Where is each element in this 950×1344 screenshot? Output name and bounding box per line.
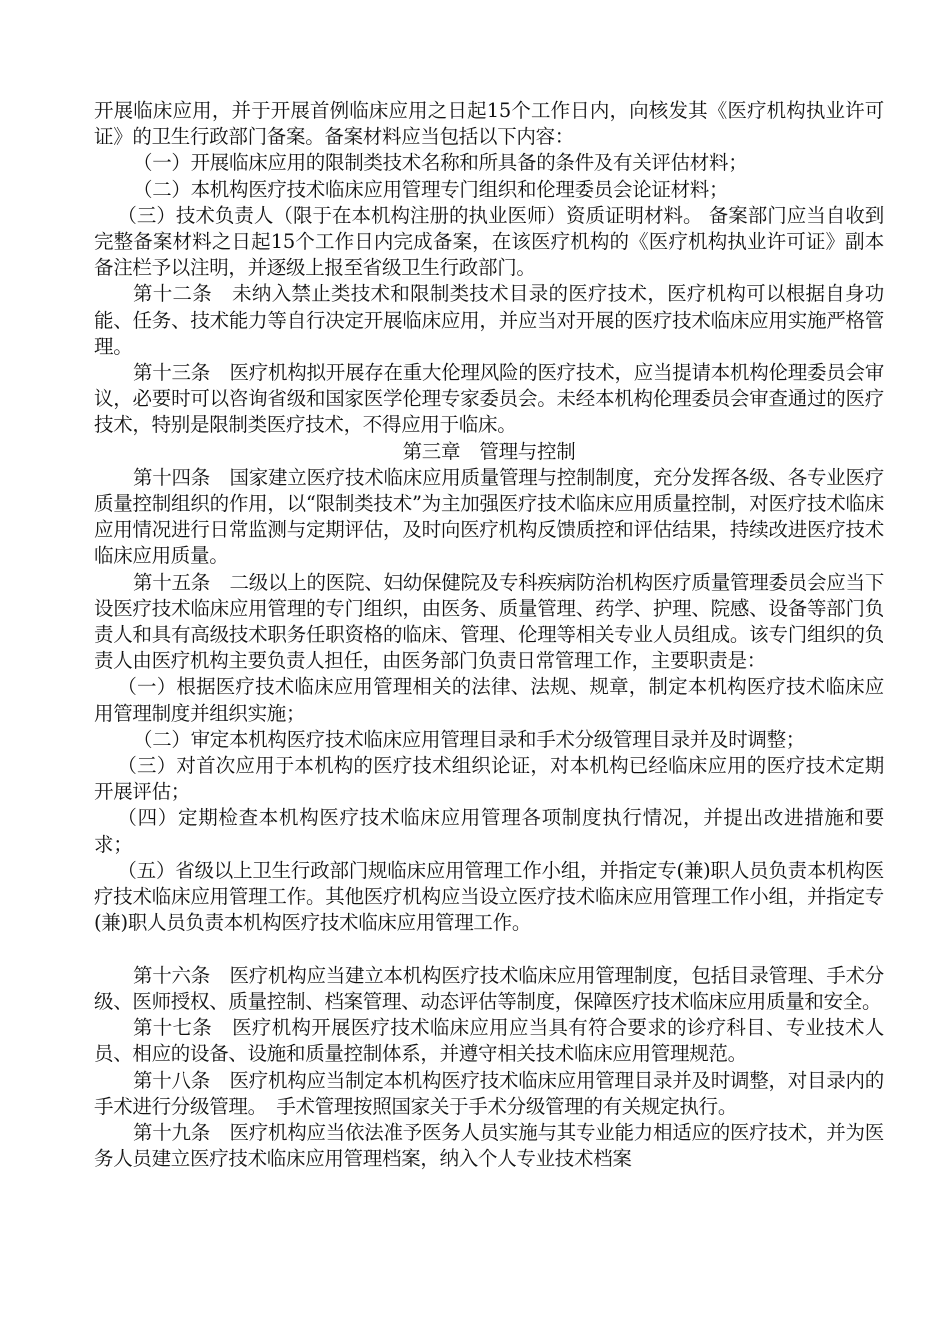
body-paragraph: 开展临床应用，并于开展首例临床应用之日起15个工作日内，向核发其《医疗机构执业许可证》的卫生行政部门备案。备案材料应当包括以下内容： (94, 99, 884, 149)
article-paragraph (94, 1068, 884, 1120)
document-page (94, 98, 884, 1172)
article-paragraph (94, 281, 884, 360)
article-text: 医疗机构应当制定本机构医疗技术临床应用管理目录并及时调整，对目录内的手术进行分级管理。 手术管理按照国家关于手术分级管理的有关规定执行。 (94, 1068, 884, 1118)
article-paragraph (94, 1120, 884, 1172)
article-paragraph (94, 570, 884, 675)
article-number: 第十九条 (133, 1120, 210, 1144)
article-text: 未纳入禁止类技术和限制类技术目录的医疗技术，医疗机构可以根据自身功能、任务、技术能力等自行决定开展临床应用，并应当对开展的医疗技术临床应用实施严格管理。 (94, 282, 884, 358)
list-item: （三）技术负责人（限于在本机构注册的执业医师）资质证明材料。 备案部门应当自收到完整备案材料之日起15个工作日内完成备案，在该医疗机构的《医疗机构执业许可证》副本备注栏予以注明，并逐级上报至省级卫生行政部门。 (94, 203, 884, 280)
list-item: （三）对首次应用于本机构的医疗技术组织论证，对本机构已经临床应用的医疗技术定期开展评估； (94, 754, 884, 804)
article-text: 医疗机构开展医疗技术临床应用应当具有符合要求的诊疗科目、专业技术人员、相应的设备、设施和质量控制体系，并遵守相关技术临床应用管理规范。 (94, 1016, 884, 1066)
article-paragraph (94, 963, 884, 1015)
blank-line (94, 937, 884, 963)
article-number: 第十四条 (133, 465, 210, 489)
article-number: 第十七条 (133, 1016, 213, 1040)
article-text: 二级以上的医院、妇幼保健院及专科疾病防治机构医疗质量管理委员会应当下设医疗技术临床应用管理的专门组织，由医务、质量管理、药学、护理、院感、设备等部门负责人和具有高级技术职务任职资格的临床、管理、伦理等相关专业人员组成。该专门组织的负责人由医疗机构主要负责人担任，由医务部门负责日常管理工作，主要职责是： (94, 570, 884, 673)
list-item: （二）审定本机构医疗技术临床应用管理目录和手术分级管理目录并及时调整； (133, 727, 806, 751)
list-item: （五）省级以上卫生行政部门规临床应用管理工作小组，并指定专(兼)职人员负责本机构医疗技术临床应用管理工作。其他医疗机构应当设立医疗技术临床应用管理工作小组，并指定专(兼)职人员负责本机构医疗技术临床应用管理工作。 (94, 858, 884, 935)
article-paragraph (94, 360, 884, 439)
article-number: 第十五条 (133, 570, 210, 594)
article-number: 第十六条 (133, 963, 210, 987)
article-number: 第十三条 (133, 361, 210, 385)
list-item: （一）根据医疗技术临床应用管理相关的法律、法规、规章，制定本机构医疗技术临床应用管理制度并组织实施； (94, 675, 884, 725)
article-number: 第十二条 (133, 282, 213, 306)
list-item: （二）本机构医疗技术临床应用管理专门组织和伦理委员会论证材料； (133, 177, 729, 201)
list-item: （四）定期检查本机构医疗技术临床应用管理各项制度执行情况，并提出改进措施和要求； (94, 806, 884, 856)
article-paragraph (94, 465, 884, 570)
list-item: （一）开展临床应用的限制类技术名称和所具备的条件及有关评估材料； (133, 151, 748, 175)
article-text: 医疗机构应当建立本机构医疗技术临床应用管理制度，包括目录管理、手术分级、医师授权、质量控制、档案管理、动态评估等制度，保障医疗技术临床应用质量和安全。 (94, 963, 884, 1013)
article-text: 医疗机构拟开展存在重大伦理风险的医疗技术，应当提请本机构伦理委员会审议，必要时可以咨询省级和国家医学伦理专家委员会。未经本机构伦理委员会审查通过的医疗技术，特别是限制类医疗技术，不得应用于临床。 (94, 361, 884, 437)
article-number: 第十八条 (133, 1068, 210, 1092)
article-text: 医疗机构应当依法准予医务人员实施与其专业能力相适应的医疗技术，并为医务人员建立医疗技术临床应用管理档案，纳入个人专业技术档案 (94, 1120, 884, 1171)
article-text: 国家建立医疗技术临床应用质量管理与控制制度，充分发挥各级、各专业医疗质量控制组织的作用，以“限制类技术”为主加强医疗技术临床应用质量控制，对医疗技术临床应用情况进行日常监测与定期评估，及时向医疗机构反馈质控和评估结果，持续改进医疗技术临床应用质量。 (94, 465, 884, 568)
article-paragraph (94, 1015, 884, 1067)
chapter-heading: 第三章 管理与控制 (402, 439, 576, 463)
